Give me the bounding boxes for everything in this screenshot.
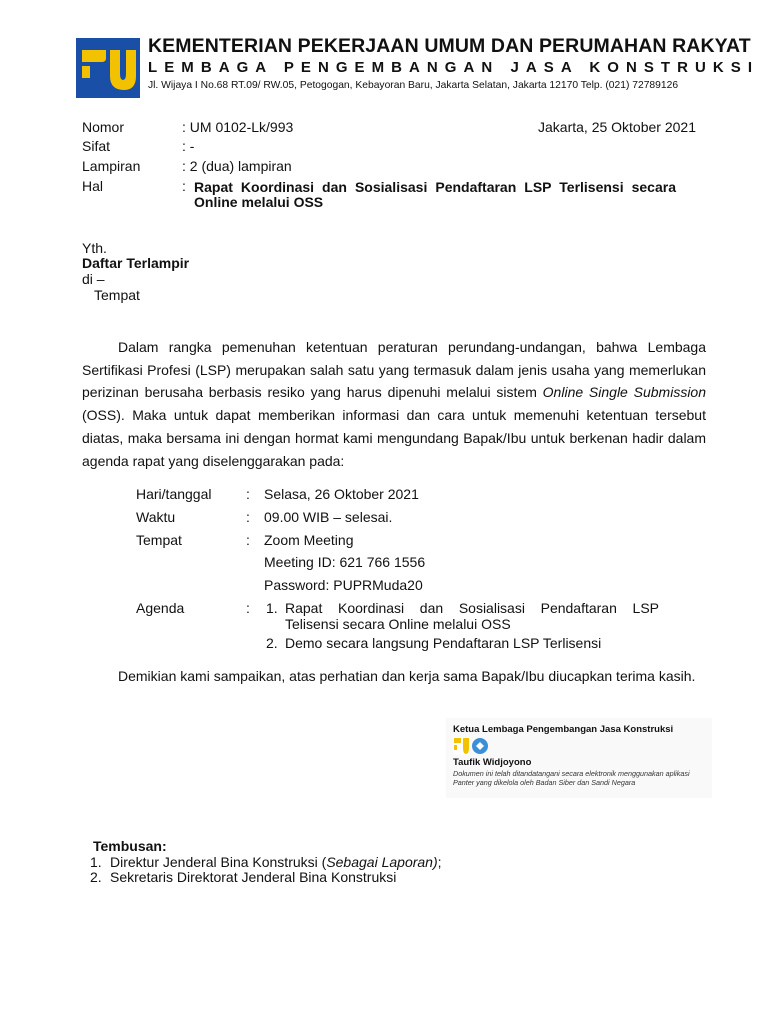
ministry-logo (76, 38, 140, 98)
agenda-2: Demo secara langsung Pendaftaran LSP Terlisensi (285, 635, 602, 651)
signature-logos (453, 736, 489, 756)
agency-name: LEMBAGA PENGEMBANGAN JASA KONSTRUKSI (148, 59, 760, 76)
sifat-value: : - (182, 138, 195, 154)
agenda-2-number: 2. (266, 635, 278, 651)
lampiran-label: Lampiran (82, 158, 141, 174)
hal-colon: : (182, 178, 186, 194)
hal-subject-line2: Online melalui OSS (194, 194, 324, 210)
body-paragraph: Dalam rangka pemenuhan ketentuan peraturan perundang-undangan, bahwa Lembaga Sertifikasi Profesi (LSP) merupakan salah satu yang termasuk dalam jenis usaha yang memerlukan perizinan berusaha berbasis resiko yang harus dipenuhi melalui sistem Online Single Submission (OSS). Maka untuk dapat memberikan informasi dan cara untuk memenuhi ketentuan tersebut diatas, maka bersama ini dengan hormat kami mengundang Bapak/Ibu untuk berkenan hadir dalam agenda rapat yang diselenggarakan pada: (82, 339, 707, 469)
tembusan-item1: Direktur Jenderal Bina Konstruksi (Sebagai Laporan); (110, 854, 442, 870)
nomor-value: : UM 0102-Lk/993 (182, 119, 294, 135)
agenda-1-number: 1. (266, 600, 278, 616)
waktu-value: 09.00 WIB – selesai. (264, 509, 393, 525)
nomor-label: Nomor (82, 119, 125, 135)
agenda-colon: : (246, 600, 250, 616)
hari-label: Hari/tanggal (136, 486, 212, 502)
tempat-value: Zoom Meeting (264, 532, 354, 548)
tembusan-label: Tembusan: (93, 838, 167, 854)
recipient-yth: Yth. (82, 240, 107, 256)
waktu-label: Waktu (136, 509, 176, 525)
ministry-title: KEMENTERIAN PEKERJAAN UMUM DAN PERUMAHAN RAKYAT (148, 35, 751, 57)
agenda-1-line1: Rapat Koordinasi dan Sosialisasi Pendaftaran LSP (285, 600, 659, 616)
tembusan-item2: Sekretaris Direktorat Jenderal Bina Konstruksi (110, 869, 397, 885)
signer-title: Ketua Lembaga Pengembangan Jasa Konstruksi (453, 724, 674, 735)
place-date: Jakarta, 25 Oktober 2021 (538, 119, 696, 135)
recipient-name: Daftar Terlampir (82, 255, 190, 271)
tempat-label: Tempat (136, 532, 182, 548)
waktu-colon: : (246, 509, 250, 525)
recipient-di: di – (82, 271, 105, 287)
lampiran-value: : 2 (dua) lampiran (182, 158, 292, 174)
agenda-label: Agenda (136, 600, 185, 616)
tembusan-item1-number: 1. (90, 854, 102, 870)
e-signature-note: Dokumen ini telah ditandatangani secara elektronik menggunakan aplikasi Panter yang dikelola oleh Badan Siber dan Sandi Negara (453, 769, 690, 787)
oss-term: Online Single Submission (542, 384, 707, 401)
hal-subject-line1: Rapat Koordinasi dan Sosialisasi Pendaftaran LSP Terlisensi secara (194, 179, 676, 195)
hal-label: Hal (82, 178, 104, 194)
meeting-id: Meeting ID: 621 766 1556 (264, 554, 426, 570)
closing-text: Demikian kami sampaikan, atas perhatian dan kerja sama Bapak/Ibu diucapkan terima kasih. (118, 668, 696, 684)
signer-name: Taufik Widjoyono (453, 757, 532, 768)
tembusan-item2-number: 2. (90, 869, 102, 885)
agency-address: Jl. Wijaya I No.68 RT.09/ RW.05, Petogogan, Kebayoran Baru, Jakarta Selatan, Jakarta 12170 Telp. (021) 72789126 (148, 80, 679, 91)
hari-colon: : (246, 486, 250, 502)
meeting-password: Password: PUPRMuda20 (264, 577, 423, 593)
hari-value: Selasa, 26 Oktober 2021 (264, 486, 419, 502)
sifat-label: Sifat (82, 138, 111, 154)
agenda-1-line2: Telisensi secara Online melalui OSS (285, 616, 511, 632)
recipient-place: Tempat (94, 287, 140, 303)
tempat-colon: : (246, 532, 250, 548)
